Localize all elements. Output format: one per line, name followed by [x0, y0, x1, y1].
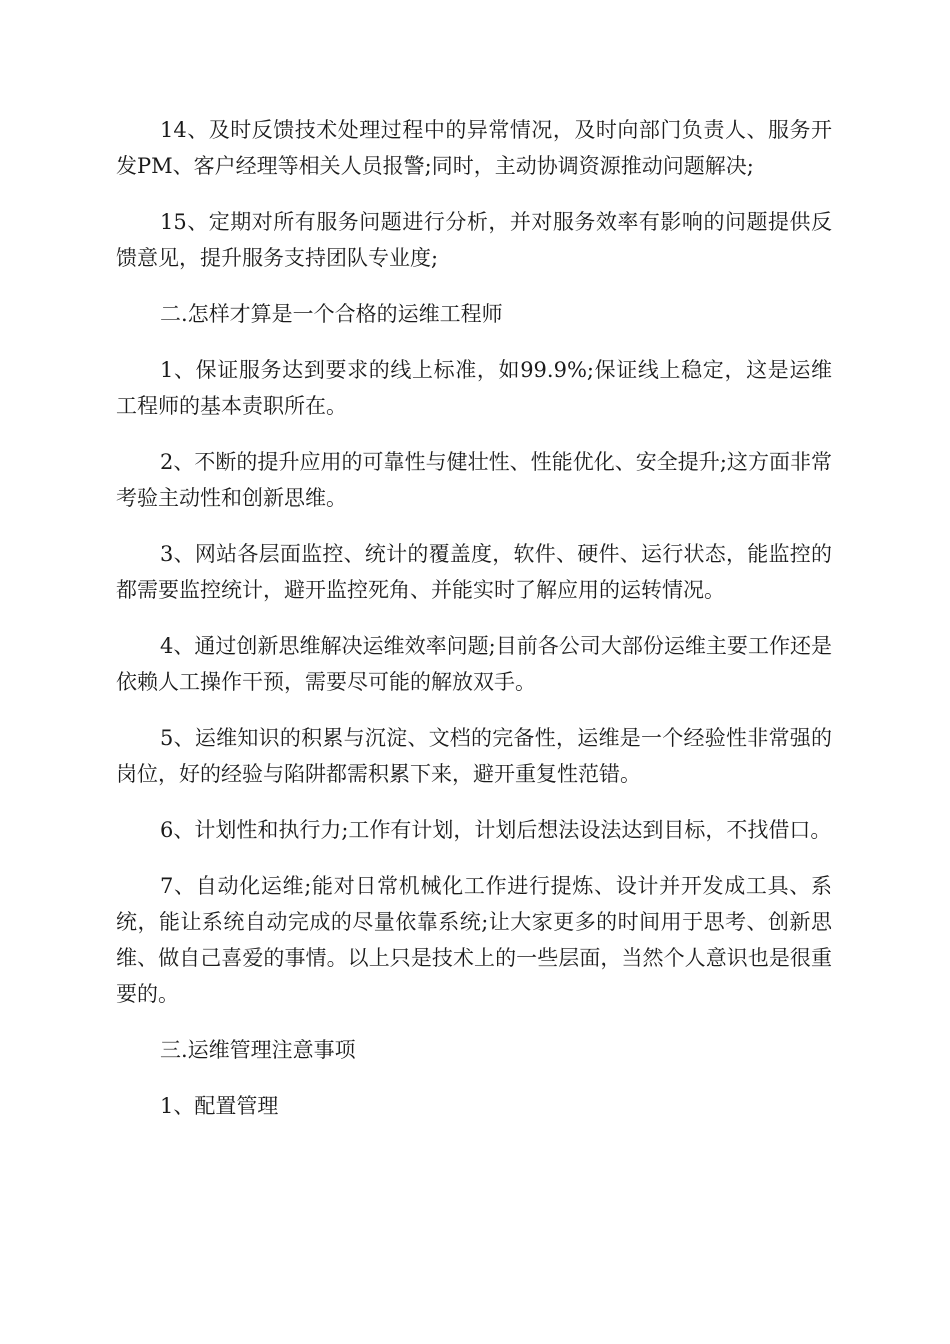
list-item-5: 5、运维知识的积累与沉淀、文档的完备性，运维是一个经验性非常强的岗位，好的经验与陷阱都需积累下来，避开重复性范错。	[116, 726, 832, 786]
section-heading-2: 二.怎样才算是一个合格的运维工程师	[160, 302, 503, 326]
list-item-4: 4、通过创新思维解决运维效率问题;目前各公司大部份运维主要工作还是依赖人工操作干预，需要尽可能的解放双手。	[116, 634, 832, 694]
document-body	[116, 112, 832, 1144]
paragraph-item-14: 14、及时反馈技术处理过程中的异常情况，及时向部门负责人、服务开发PM、客户经理等相关人员报警;同时，主动协调资源推动问题解决;	[116, 118, 832, 178]
list-item-1: 1、保证服务达到要求的线上标准，如99.9%;保证线上稳定，这是运维工程师的基本责职所在。	[116, 358, 832, 418]
paragraph-item-15: 15、定期对所有服务问题进行分析，并对服务效率有影响的问题提供反馈意见，提升服务支持团队专业度;	[116, 210, 832, 270]
list-item-config-management: 1、配置管理	[160, 1094, 279, 1118]
list-item-7: 7、自动化运维;能对日常机械化工作进行提炼、设计并开发成工具、系统，能让系统自动完成的尽量依靠系统;让大家更多的时间用于思考、创新思维、做自己喜爱的事情。以上只是技术上的一些层面，当然个人意识也是很重要的。	[116, 874, 832, 1006]
list-item-2: 2、不断的提升应用的可靠性与健壮性、性能优化、安全提升;这方面非常考验主动性和创新思维。	[116, 450, 832, 510]
list-item-3: 3、网站各层面监控、统计的覆盖度，软件、硬件、运行状态，能监控的都需要监控统计，避开监控死角、并能实时了解应用的运转情况。	[116, 542, 832, 602]
section-heading-3: 三.运维管理注意事项	[160, 1038, 356, 1062]
list-item-6: 6、计划性和执行力;工作有计划，计划后想法设法达到目标，不找借口。	[160, 818, 832, 842]
